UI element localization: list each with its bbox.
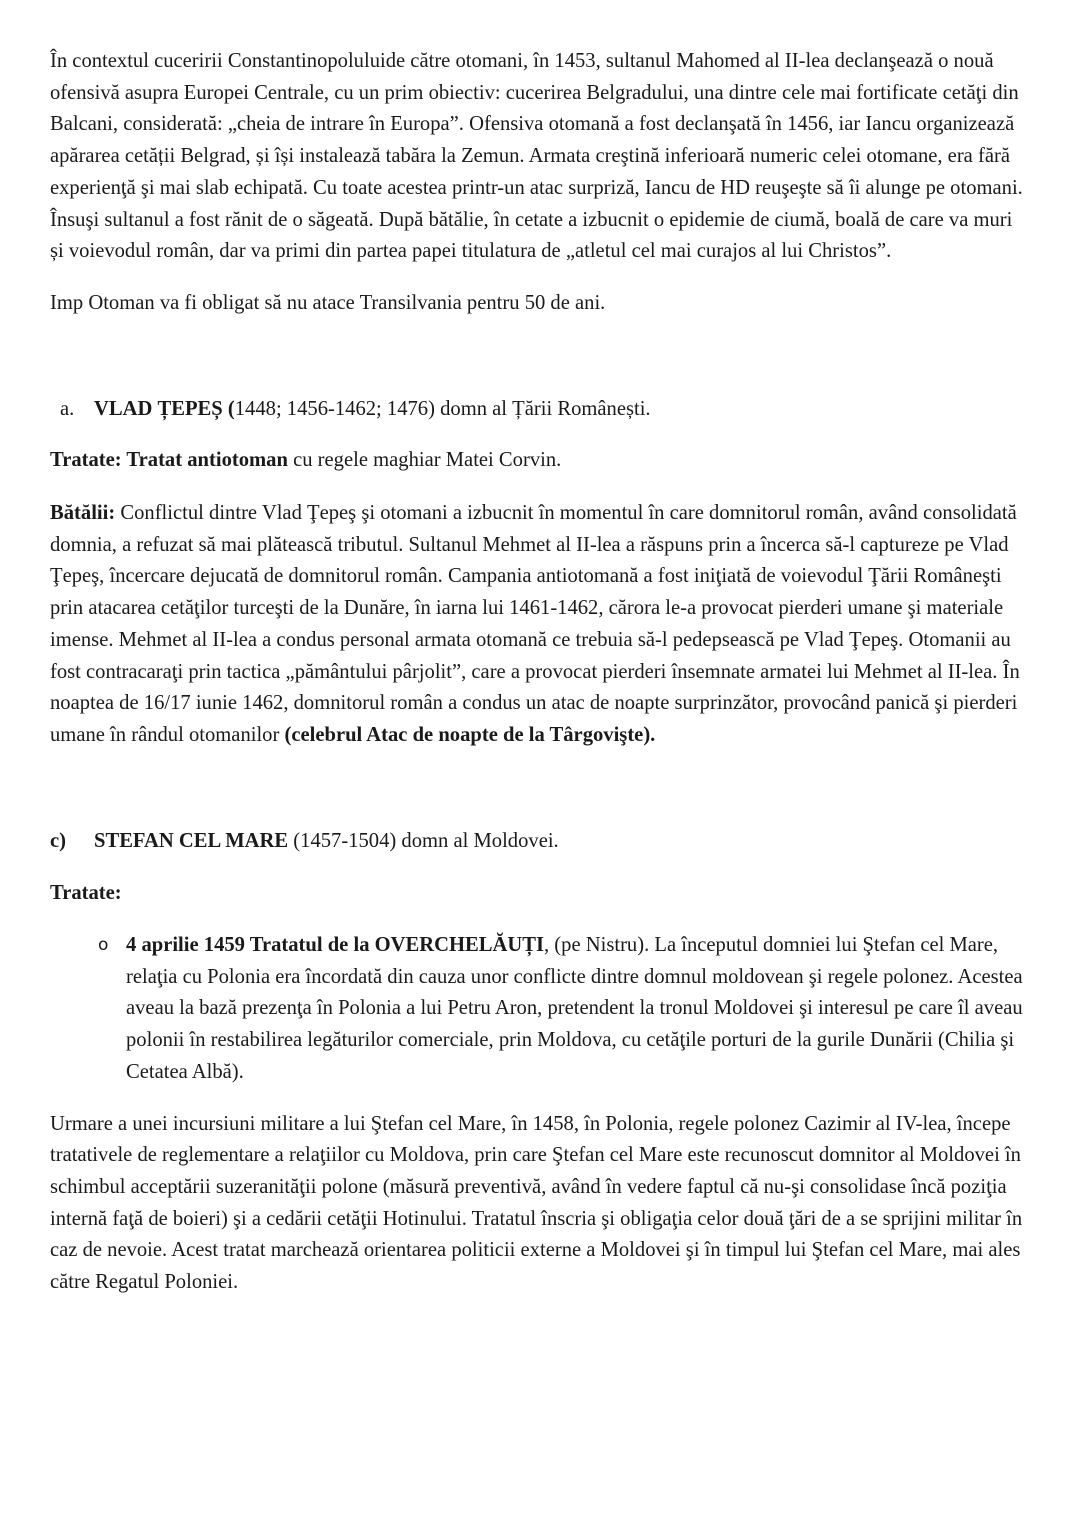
tratate-text: cu regele maghiar Matei Corvin.	[287, 449, 562, 472]
bullet-icon: o	[98, 935, 109, 956]
bullet-bold: 4 aprilie 1459 Tratatul de la OVERCHELĂUȚI	[126, 934, 544, 957]
document-page	[50, 46, 1030, 1299]
intro-note: Imp Otoman va fi obligat să nu atace Transilvania pentru 50 de ani.	[50, 291, 606, 314]
section-a-heading	[50, 394, 1030, 426]
section-a-name: VLAD ȚEPEȘ (	[94, 397, 235, 420]
tratate-bold: Tratat antiotoman	[121, 449, 288, 472]
tratate-heading: Tratate:	[50, 882, 122, 905]
section-a-batalii	[50, 498, 1030, 752]
batalii-bold: (celebrul Atac de noapte de la Târgovişte).	[284, 723, 656, 746]
section-c-paragraph: Urmare a unei incursiuni militare a lui Ştefan cel Mare, în 1458, în Polonia, regele polonez Cazimir al IV-lea, începe tratativele de reglementare a relaţiilor cu Moldova, prin care Ştefan cel Mare este recunoscut domnitor al Moldovei în schimbul acceptării suzeranităţii polone (măsură preventivă, având în vedere faptul că nu-şi consolidase încă poziţia internă faţă de boieri) şi a cedării cetăţii Hotinului. Tratatul înscria şi obligaţia celor două ţări de a se sprijini militar în caz de nevoie. Acest tratat marchează orientarea politicii externe a Moldovei şi în timpul lui Ştefan cel Mare, mai ales către Regatul Poloniei.	[50, 1112, 1023, 1294]
list-item	[50, 930, 1030, 1089]
section-c-heading	[50, 826, 1030, 858]
batalii-label: Bătălii:	[50, 502, 116, 525]
section-a-subtitle: 1448; 1456-1462; 1476) domn al Țării Românești.	[234, 397, 651, 420]
bullet-text: , (pe Nistru). La începutul domniei lui Ştefan cel Mare, relaţia cu Polonia era încordată din cauza unor conflicte dintre domnul moldovean şi regele polonez. Acestea aveau la bază prezenţa în Polonia a lui Petru Aron, pretendent la tronul Moldovei şi interesul pe care îl aveau polonii în restabilirea legăturilor comerciale, prin Moldova, cu cetăţile porturi de la gurile Dunării (Chilia şi Cetatea Albă).	[126, 934, 1023, 1083]
section-c-subtitle: (1457-1504) domn al Moldovei.	[288, 829, 559, 852]
section-c-tratate-label	[50, 878, 1030, 910]
intro-paragraph: În contextul cuceririi Constantinopoluluide către otomani, în 1453, sultanul Mahomed al II-lea declanşează o nouă ofensivă asupra Europei Centrale, cu un prim obiectiv: cucerirea Belgradului, una dintre cele mai fortificate cetăţi din Balcani, considerată: „cheia de intrare în Europa”. Ofensiva otomană a fost declanşată în 1456, iar Iancu organizează apărarea cetății Belgrad, și își instalează tabăra la Zemun. Armata creştină inferioară numeric celei otomane, era fără experienţă şi mai slab echipată. Cu toate acestea printr-un atac surpriză, Iancu de HD reuşeşte să îi alunge pe otomani. Însuşi sultanul a fost rănit de o săgeată. După bătălie, în cetate a izbucnit o epidemie de ciumă, boală de care va muri și voievodul român, dar va primi din partea papei titulatura de „atletul cel mai curajos al lui Christos”.	[50, 50, 1023, 263]
section-c-name: STEFAN CEL MARE	[94, 829, 289, 852]
section-c-label: c)	[50, 829, 66, 852]
batalii-text: Conflictul dintre Vlad Ţepeş şi otomani a izbucnit în momentul în care domnitorul român, având consolidată domnia, a refuzat să mai plătească tributul. Sultanul Mehmet al II-lea a răspuns prin a încerca să-l captureze pe Vlad Ţepeş, încercare dejucată de domnitorul român. Campania antiotomană a fost iniţiată de voievodul Ţării Româneşti prin atacarea cetăţilor turceşti de la Dunăre, în iarna lui 1461-1462, cărora le-a provocat pierderi umane şi materiale imense. Mehmet al II-lea a condus personal armata otomană ce trebuia să-l pedepsească pe Vlad Ţepeş. Otomanii au fost contracaraţi prin tactica „pământului pârjolit”, care a provocat pierderi însemnate armatei lui Mehmet al II-lea. În noaptea de 16/17 iunie 1462, domnitorul român a condus un atac de noapte surprinzător, provocând panică şi pierderi umane în rândul otomanilor	[50, 502, 1020, 746]
section-a-tratate	[50, 445, 1030, 477]
tratate-label: Tratate:	[50, 449, 122, 472]
section-a-label: a.	[60, 397, 75, 420]
